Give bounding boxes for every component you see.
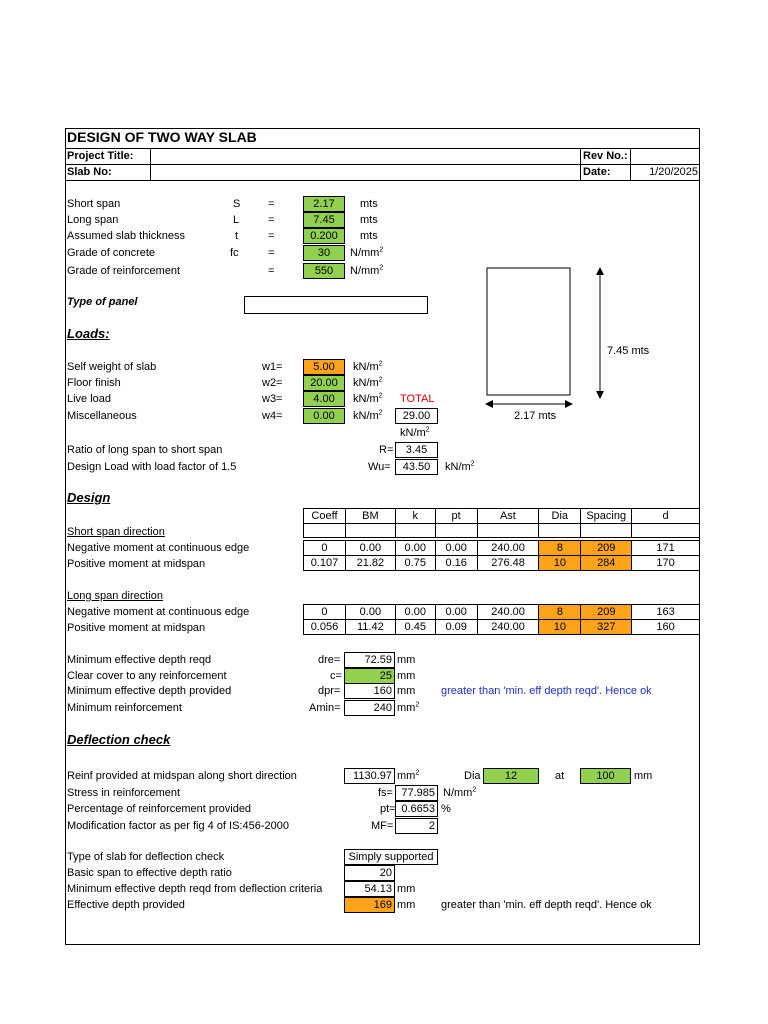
depth-check-note: greater than 'min. eff depth reqd'. Hence ok <box>441 685 652 697</box>
ratio-label: Ratio of long span to short span <box>67 444 223 456</box>
panel-type-label: Type of panel <box>67 296 138 308</box>
reinforcement-grade-input[interactable]: 550 <box>303 263 345 279</box>
miscellaneous-input[interactable]: 0.00 <box>303 408 345 424</box>
short-span-table <box>303 540 700 571</box>
rev-no-label: Rev No.: <box>583 150 628 162</box>
eff-depth-label: Effective depth provided <box>67 899 185 911</box>
at-label: at <box>555 770 565 782</box>
design-load-symbol: Wu= <box>368 461 391 473</box>
long-span-table <box>303 604 700 635</box>
min-reinforcement-value: 240 <box>344 700 395 716</box>
design-load-value: 43.50 <box>395 459 438 475</box>
dia-input[interactable]: 12 <box>483 768 539 784</box>
self-weight-input[interactable]: 5.00 <box>303 359 345 375</box>
min-depth-reqd-value: 72.59 <box>344 652 395 668</box>
arrow-right-icon <box>565 400 573 408</box>
long-pos-label: Positive moment at midspan <box>67 622 206 634</box>
deflection-heading: Deflection check <box>67 732 171 747</box>
table-row: 0.107 21.82 0.75 0.16 276.48 10 284 170 <box>304 556 700 571</box>
loads-heading: Loads: <box>67 326 110 341</box>
design-header-table: Coeff BM k pt Ast Dia Spacing d <box>303 508 700 538</box>
short-neg-label: Negative moment at continuous edge <box>67 542 250 554</box>
pct-label: Percentage of reinforcement provided <box>67 803 252 815</box>
ratio-value: 3.45 <box>395 442 438 458</box>
slab-type-select[interactable]: Simply supported <box>344 849 438 865</box>
basic-ratio-value: 20 <box>344 865 395 881</box>
design-load-label: Design Load with load factor of 1.5 <box>67 461 237 473</box>
concrete-grade-input[interactable]: 30 <box>303 245 345 261</box>
eff-depth-note: greater than 'min. eff depth reqd'. Hence ok <box>441 899 652 911</box>
ratio-symbol: R= <box>379 444 394 456</box>
min-depth-deflection-label: Minimum effective depth reqd from deflection criteria <box>67 883 323 895</box>
slab-outline <box>487 268 570 395</box>
live-load-input[interactable]: 4.00 <box>303 391 345 407</box>
long-span-dimension-label: 7.45 mts <box>607 345 650 357</box>
min-depth-deflection-value: 54.13 <box>344 881 395 897</box>
short-span-heading: Short span direction <box>67 526 165 538</box>
table-row: 0.056 11.42 0.45 0.09 240.00 10 327 160 <box>304 620 700 635</box>
spacing-unit: mm <box>634 770 653 782</box>
long-span-input[interactable]: 7.45 <box>303 212 345 228</box>
total-load-unit: $kN/m^2$ <box>400 426 430 439</box>
floor-finish-input[interactable]: 20.00 <box>303 375 345 391</box>
reinf-label: Reinf provided at midspan along short direction <box>67 770 297 782</box>
long-span-heading: Long span direction <box>67 590 164 602</box>
eff-depth-value: 169 <box>344 897 395 913</box>
arrow-up-icon <box>596 267 604 275</box>
table-row: 0 0.00 0.00 0.00 240.00 8 209 163 <box>304 605 700 620</box>
short-pos-label: Positive moment at midspan <box>67 558 206 570</box>
mf-label: Modification factor as per fig 4 of IS:456-2000 <box>67 820 289 832</box>
dia-label: Dia <box>464 770 481 782</box>
stress-value: 77.985 <box>395 785 438 801</box>
total-label: TOTAL <box>400 393 435 405</box>
stress-label: Stress in reinforcement <box>67 787 181 799</box>
slab-thickness-input[interactable]: 0.200 <box>303 228 345 244</box>
table-row: 0 0.00 0.00 0.00 240.00 8 209 171 <box>304 541 700 556</box>
page-title: DESIGN OF TWO WAY SLAB <box>67 129 257 145</box>
design-heading: Design <box>67 490 111 505</box>
slab-diagram <box>480 260 620 420</box>
depth-provided-value: 160 <box>344 683 395 699</box>
arrow-down-icon <box>596 391 604 399</box>
arrow-left-icon <box>485 400 493 408</box>
spacing-input[interactable]: 100 <box>580 768 631 784</box>
short-span-input[interactable]: 2.17 <box>303 196 345 212</box>
basic-ratio-label: Basic span to effective depth ratio <box>67 867 232 879</box>
panel-type-input[interactable] <box>244 296 428 314</box>
mf-value: 2 <box>395 818 438 834</box>
project-title-label: Project Title: <box>67 150 134 162</box>
clear-cover-input[interactable]: 25 <box>344 668 395 684</box>
date-field[interactable]: 1/20/2025 <box>649 166 698 178</box>
slab-no-label: Slab No: <box>67 166 112 178</box>
slab-type-label: Type of slab for deflection check <box>67 851 225 863</box>
date-label: Date: <box>583 166 611 178</box>
total-load-value: 29.00 <box>395 408 438 424</box>
short-span-dimension-label: 2.17 mts <box>514 410 557 422</box>
reinf-provided-value: 1130.97 <box>344 768 395 784</box>
pct-value: 0.6653 <box>395 801 438 817</box>
long-neg-label: Negative moment at continuous edge <box>67 606 250 618</box>
